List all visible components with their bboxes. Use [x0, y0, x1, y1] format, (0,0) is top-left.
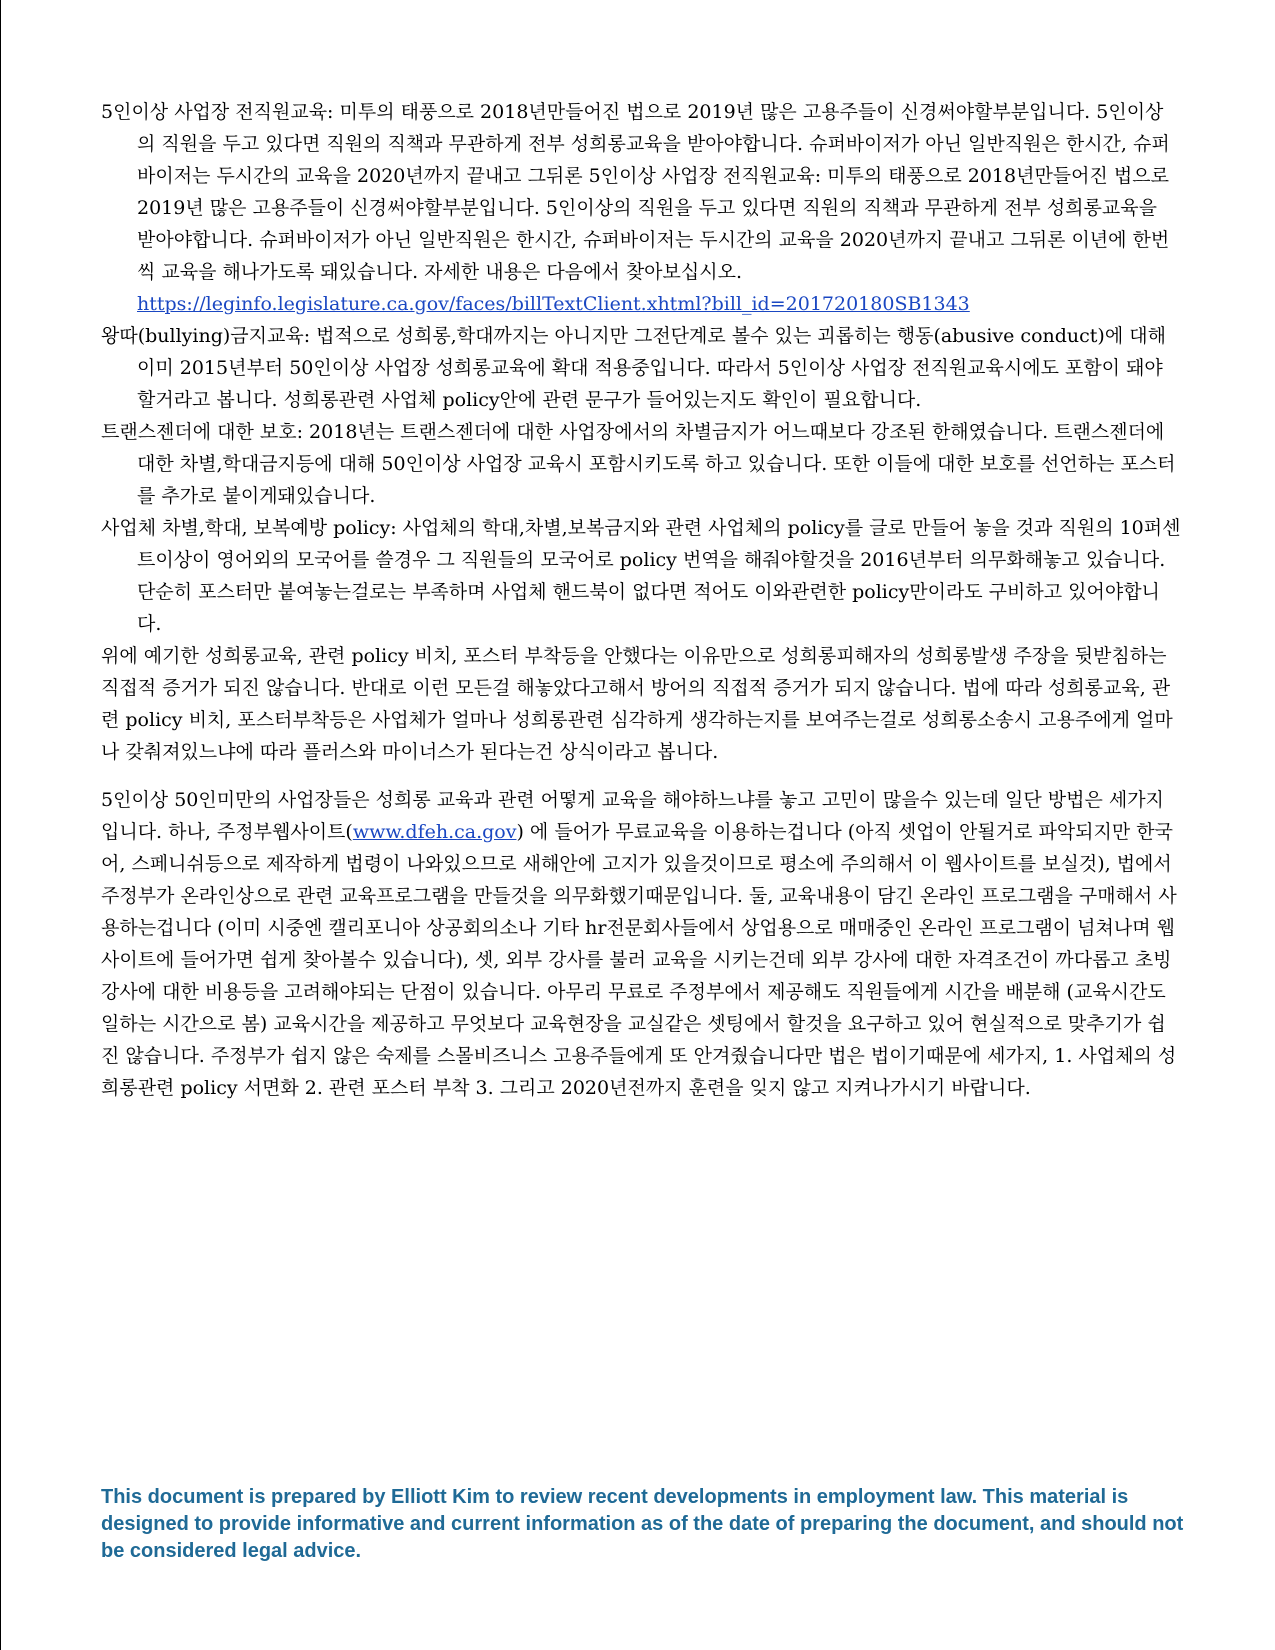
- section-prevention-policy: 사업체 차별,학대, 보복예방 policy: 사업체의 학대,차별,보복금지와 관련 사업체의 policy를 글로 만들어 놓을 것과 직원의 10퍼센트이상이 영어외의 모국어를 쓸경우 그 직원들의 모국어로 policy 번역을 해줘야할것을 2016년부터 의무화해놓고 있습니다. 단순히 포스터만 붙여놓는걸로는 부족하며 사업체 핸드북이 없다면 적어도 이와관련한 policy만이라도 구비하고 있어야합니다.: [101, 517, 1181, 635]
- training-methods-rest: ) 에 들어가 무료교육을 이용하는겁니다 (아직 셋업이 안될거로 파악되지만 한국어, 스페니쉬등으로 제작하게 법령이 나와있으므로 새해안에 고지가 있을것이므로 평소에 주의해서 이 웹사이트를 보실것), 법에서 주정부가 온라인상으로 관련 교육프로그램을 만들것을 의무화했기때문입니다. 둘, 교육내용이 담긴 온라인 프로그램을 구매해서 사용하는겁니다 (이미 시중엔 캘리포니아 상공회의소나 기타 hr전문회사들에서 상업용으로 매매중인 온라인 프로그램이 넘쳐나며 웹사이트에 들어가면 쉽게 찾아볼수 있습니다), 셋, 외부 강사를 불러 교육을 시키는건데 외부 강사에 대한 자격조건이 까다롭고 초빙강사에 대한 비용등을 고려해야되는 단점이 있습니다. 아무리 무료로 주정부에서 제공해도 직원들에게 시간을 배분해 (교육시간도 일하는 시간으로 봄) 교육시간을 제공하고 무엇보다 교육현장을 교실같은 셋팅에서 할것을 요구하고 있어 현실적으로 맞추기가 쉽진 않습니다. 주정부가 쉽지 않은 숙제를 스몰비즈니스 고용주들에게 또 안겨줬습니다만 법은 법이기때문에 세가지, 1. 사업체의 성희롱관련 policy 서면화 2. 관련 포스터 부착 3. 그리고 2020년전까지 훈련을 잊지 않고 지켜나가시기 바랍니다.: [101, 821, 1177, 1099]
- section-transgender-protection: 트랜스젠더에 대한 보호: 2018년는 트랜스젠더에 대한 사업장에서의 차별금지가 어느때보다 강조된 한해였습니다. 트랜스젠더에 대한 차별,학대금지등에 대해 50인이상 사업장 교육시 포함시키도록 하고 있습니다. 또한 이들에 대한 보호를 선언하는 포스터를 추가로 붙이게돼있습니다.: [101, 421, 1176, 507]
- training-methods-intro: 5인이상 50인미만의 사업장들은 성희롱 교육과 관련 어떻게 교육을 해야하느냐를 놓고 고민이 많을수 있는데 일단 방법은 세가지입니다. 하나, 주정부웹사이트(: [101, 789, 1164, 843]
- summary-paragraph: 위에 예기한 성희롱교육, 관련 policy 비치, 포스터 부착등을 안했다는 이유만으로 성희롱피해자의 성희롱발생 주장을 뒷받침하는 직접적 증거가 되진 않습니다. 반대로 이런 모든걸 해놓았다고해서 방어의 직접적 증거가 되지 않습니다. 법에 따라 성희롱교육, 관련 policy 비치, 포스터부착등은 사업체가 얼마나 성희롱관련 심각하게 생각하는지를 보여주는걸로 성희롱소송시 고용주에게 얼마나 갖춰져있느냐에 따라 플러스와 마이너스가 된다는건 상식이라고 봅니다.: [101, 645, 1173, 763]
- section-mandatory-training: [101, 96, 1181, 320]
- leginfo-bill-link[interactable]: https://leginfo.legislature.ca.gov/faces/billTextClient.xhtml?bill_id=201720180SB1343: [137, 293, 970, 315]
- section-bullying-training: 왕따(bullying)금지교육: 법적으로 성희롱,학대까지는 아니지만 그전단계로 볼수 있는 괴롭히는 행동(abusive conduct)에 대해 이미 2015년부터 50인이상 사업장 성희롱교육에 확대 적용중입니다. 따라서 5인이상 사업장 전직원교육시에도 포함이 돼야할거라고 봅니다. 성희롱관련 사업체 policy안에 관련 문구가 들어있는지도 확인이 필요합니다.: [101, 325, 1166, 411]
- section-mandatory-training-text: 5인이상 사업장 전직원교육: 미투의 태풍으로 2018년만들어진 법으로 2019년 많은 고용주들이 신경써야할부분입니다. 5인이상의 직원을 두고 있다면 직원의 직책과 무관하게 전부 성희롱교육을 받아야합니다. 슈퍼바이저가 아닌 일반직원은 한시간, 슈퍼바이저는 두시간의 교육을 2020년까지 끝내고 그뒤론 5인이상 사업장 전직원교육: 미투의 태풍으로 2018년만들어진 법으로 2019년 많은 고용주들이 신경써야할부분입니다. 5인이상의 직원을 두고 있다면 직원의 직책과 무관하게 전부 성희롱교육을 받아야합니다. 슈퍼바이저가 아닌 일반직원은 한시간, 슈퍼바이저는 두시간의 교육을 2020년까지 끝내고 그뒤론 이년에 한번씩 교육을 해나가도록 돼있습니다. 자세한 내용은 다음에서 찾아보십시오.: [101, 101, 1170, 283]
- legal-disclaimer: This document is prepared by Elliott Kim to review recent developments in employment law. This material is designed to provide informative and current information as of the date of preparing the document, and should not be considered legal advice.: [101, 1486, 1184, 1562]
- dfeh-website-link[interactable]: www.dfeh.ca.gov: [352, 821, 517, 843]
- document-body: [101, 96, 1181, 1104]
- training-methods-paragraph: [101, 784, 1181, 1104]
